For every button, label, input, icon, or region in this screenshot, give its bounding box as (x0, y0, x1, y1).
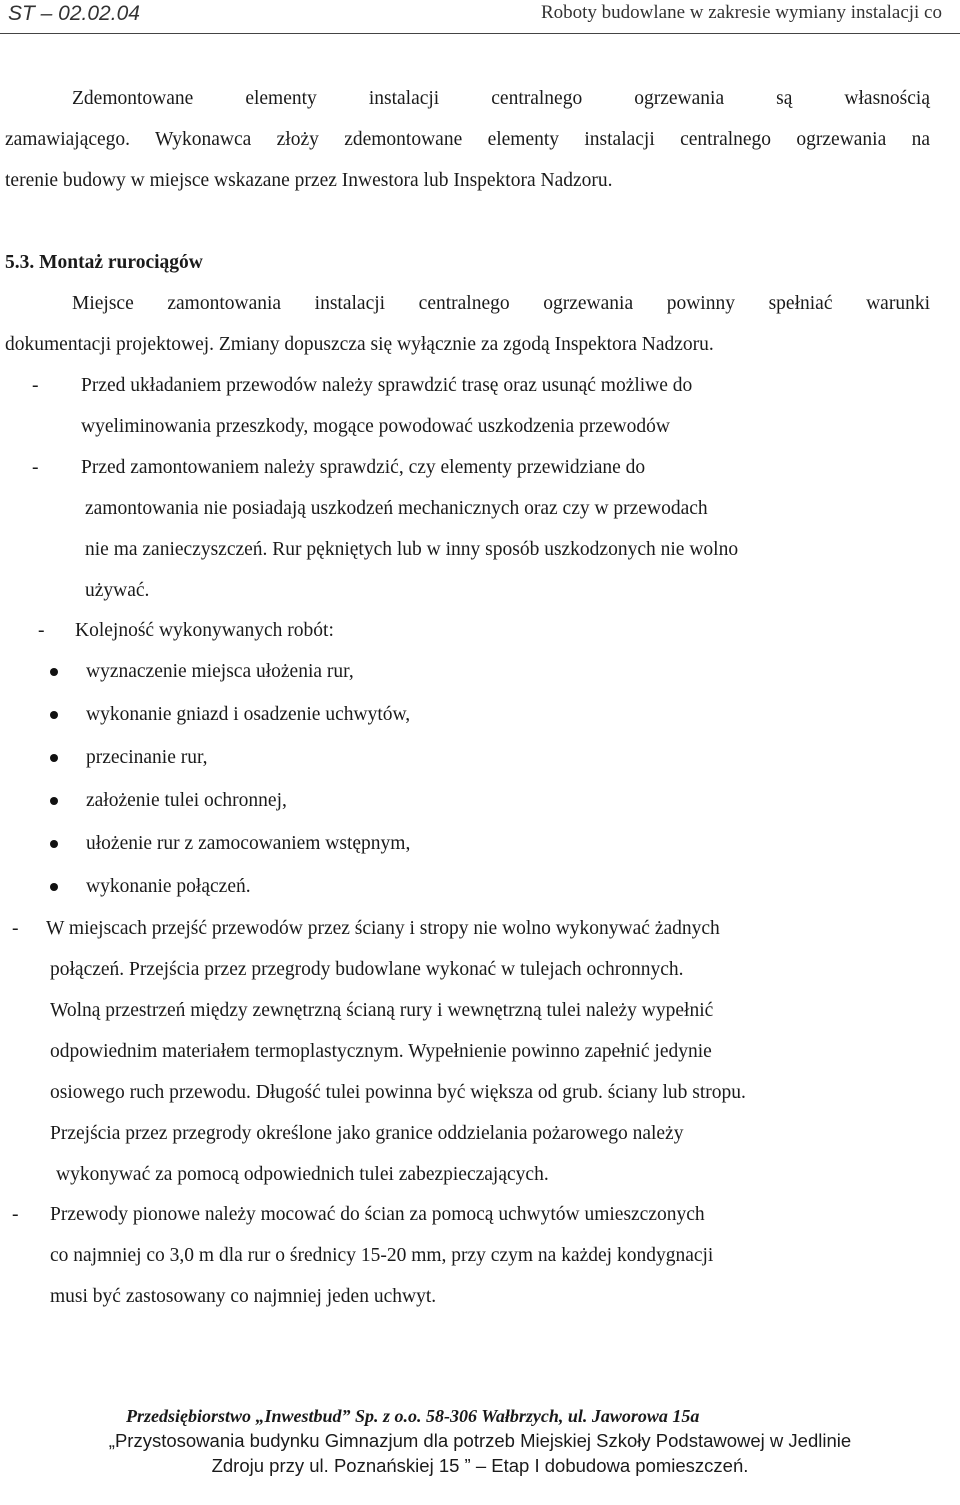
doc-title: Roboty budowlane w zakresie wymiany instalacji co (540, 2, 942, 23)
item4-line-3: Wolną przestrzeń między zewnętrzną ścianą rury i wewnętrzną tulei należy wypełnić (50, 1000, 714, 1021)
item2-line-3: nie ma zanieczyszczeń. Rur pękniętych lub w inny sposób uszkodzonych nie wolno (85, 539, 739, 560)
list-dash: - (32, 457, 39, 478)
intro-line-1: Zdemontowane elementy instalacji centralnego ogrzewania są własnością (72, 88, 930, 109)
list-dash: - (38, 620, 45, 641)
header-divider (0, 33, 960, 34)
item2-line-2: zamontowania nie posiadają uszkodzeń mechanicznych oraz czy w przewodach (85, 498, 708, 519)
bullet-dot-icon (50, 754, 58, 762)
bullet-dot-icon (50, 840, 58, 848)
doc-code: ST – 02.02.04 (8, 2, 140, 25)
section-para-line-1: Miejsce zamontowania instalacji centralnego ogrzewania powinny spełniać warunki (72, 293, 930, 314)
intro-line-2: zamawiającego. Wykonawca złoży zdemontowane elementy instalacji centralnego ogrzewania na (5, 129, 930, 150)
item1-line-2: wyeliminowania przeszkody, mogące powodować uszkodzenia przewodów (81, 416, 670, 437)
item1-line-1: Przed układaniem przewodów należy sprawdzić trasę oraz usunąć możliwe do (81, 375, 693, 396)
bullet-item: wyznaczenie miejsca ułożenia rur, (86, 661, 354, 682)
bullet-item: wykonanie gniazd i osadzenie uchwytów, (86, 704, 411, 725)
bullet-dot-icon (50, 797, 58, 805)
item3-line-1: Kolejność wykonywanych robót: (75, 620, 334, 641)
bullet-dot-icon (50, 711, 58, 719)
bullet-item: wykonanie połączeń. (86, 876, 251, 897)
section-para-line-2: dokumentacji projektowej. Zmiany dopuszcza się wyłącznie za zgodą Inspektora Nadzoru. (5, 334, 714, 355)
list-dash: - (12, 918, 19, 939)
bullet-dot-icon (50, 668, 58, 676)
footer-project-line-1: „Przystosowania budynku Gimnazjum dla potrzeb Miejskiej Szkoły Podstawowej w Jedlinie (108, 1430, 852, 1451)
section-heading: 5.3. Montaż rurociągów (5, 252, 203, 273)
intro-line-3: terenie budowy w miejsce wskazane przez Inwestora lub Inspektora Nadzoru. (5, 170, 613, 191)
list-dash: - (12, 1204, 19, 1225)
item2-line-1: Przed zamontowaniem należy sprawdzić, czy elementy przewidziane do (81, 457, 646, 478)
item4-line-5: osiowego ruch przewodu. Długość tulei powinna być większa od grub. ściany lub stropu. (50, 1082, 746, 1103)
footer-company: Przedsiębiorstwo „Inwestbud” Sp. z o.o. 58-306 Wałbrzych, ul. Jaworowa 15a (126, 1406, 700, 1426)
item5-line-1: Przewody pionowe należy mocować do ścian za pomocą uchwytów umieszczonych (50, 1204, 705, 1225)
footer-project-line-2: Zdroju przy ul. Poznańskiej 15 ” – Etap I dobudowa pomieszczeń. (211, 1455, 749, 1476)
item4-line-6: Przejścia przez przegrody określone jako granice oddzielania pożarowego należy (50, 1123, 684, 1144)
item5-line-2: co najmniej co 3,0 m dla rur o średnicy 15-20 mm, przy czym na każdej kondygnacji (50, 1245, 714, 1266)
item2-line-4: używać. (85, 580, 150, 601)
item4-line-4: odpowiednim materiałem termoplastycznym. Wypełnienie powinno zapełnić jedynie (50, 1041, 712, 1062)
bullet-dot-icon (50, 883, 58, 891)
item4-line-7: wykonywać za pomocą odpowiednich tulei zabezpieczających. (56, 1164, 549, 1185)
bullet-item: założenie tulei ochronnej, (86, 790, 287, 811)
bullet-item: przecinanie rur, (86, 747, 208, 768)
list-dash: - (32, 375, 39, 396)
bullet-item: ułożenie rur z zamocowaniem wstępnym, (86, 833, 411, 854)
item4-line-2: połączeń. Przejścia przez przegrody budowlane wykonać w tulejach ochronnych. (50, 959, 684, 980)
item4-line-1: W miejscach przejść przewodów przez ściany i stropy nie wolno wykonywać żadnych (46, 918, 720, 939)
item5-line-3: musi być zastosowany co najmniej jeden uchwyt. (50, 1286, 437, 1307)
